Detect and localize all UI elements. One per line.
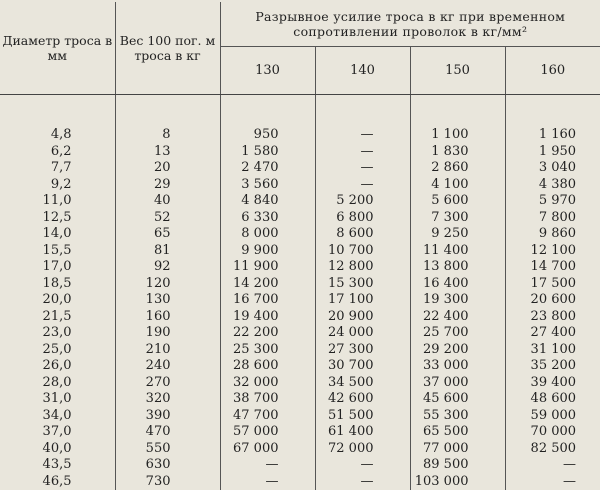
table-row	[0, 292, 600, 309]
table-body	[0, 95, 600, 490]
table-row	[0, 342, 600, 359]
weight-cell: 8	[115, 127, 220, 144]
weight-cell: 470	[115, 424, 220, 441]
force-150-cell: 37 000	[410, 375, 505, 392]
table-row	[0, 210, 600, 227]
table-row	[0, 177, 600, 194]
force-150-cell: 22 400	[410, 309, 505, 326]
diameter-cell: 17,0	[0, 259, 115, 276]
diameter-cell: 14,0	[0, 226, 115, 243]
force-150-cell: 11 400	[410, 243, 505, 260]
force-160-cell: 31 100	[505, 342, 600, 359]
diameter-cell: 25,0	[0, 342, 115, 359]
force-160-cell: 4 380	[505, 177, 600, 194]
force-130-cell: 6 330	[220, 210, 315, 227]
diameter-cell: 6,2	[0, 144, 115, 161]
strength-header-150: 150	[410, 47, 505, 95]
weight-cell: 210	[115, 342, 220, 359]
force-140-cell: —	[315, 160, 410, 177]
force-150-cell: 29 200	[410, 342, 505, 359]
force-130-cell: 38 700	[220, 391, 315, 408]
diameter-cell: 40,0	[0, 441, 115, 458]
weight-cell: 13	[115, 144, 220, 161]
rope-breaking-force-table	[0, 2, 600, 490]
diameter-header: Диаметр троса в мм	[0, 2, 115, 95]
force-160-cell: 17 500	[505, 276, 600, 293]
force-140-cell: 34 500	[315, 375, 410, 392]
breaking-force-header: Разрывное усилие троса в кг при временном сопротивлении проволок в кг/мм²	[220, 2, 600, 47]
table-row	[0, 457, 600, 474]
force-160-cell: 59 000	[505, 408, 600, 425]
force-130-cell: 19 400	[220, 309, 315, 326]
force-160-cell: 27 400	[505, 325, 600, 342]
force-160-cell: 1 950	[505, 144, 600, 161]
weight-cell: 730	[115, 474, 220, 490]
diameter-cell: 28,0	[0, 375, 115, 392]
weight-cell: 190	[115, 325, 220, 342]
table-row	[0, 424, 600, 441]
force-130-cell: 47 700	[220, 408, 315, 425]
force-130-cell: 25 300	[220, 342, 315, 359]
force-130-cell: 57 000	[220, 424, 315, 441]
diameter-cell: 9,2	[0, 177, 115, 194]
force-130-cell: 3 560	[220, 177, 315, 194]
force-160-cell: 35 200	[505, 358, 600, 375]
force-150-cell: 89 500	[410, 457, 505, 474]
force-130-cell: 4 840	[220, 193, 315, 210]
strength-header-130: 130	[220, 47, 315, 95]
force-140-cell: 12 800	[315, 259, 410, 276]
force-150-cell: 33 000	[410, 358, 505, 375]
force-140-cell: 72 000	[315, 441, 410, 458]
force-150-cell: 5 600	[410, 193, 505, 210]
force-130-cell: —	[220, 457, 315, 474]
force-130-cell: 2 470	[220, 160, 315, 177]
force-150-cell: 16 400	[410, 276, 505, 293]
diameter-cell: 34,0	[0, 408, 115, 425]
force-160-cell: 14 700	[505, 259, 600, 276]
weight-cell: 65	[115, 226, 220, 243]
force-140-cell: 61 400	[315, 424, 410, 441]
force-160-cell: 9 860	[505, 226, 600, 243]
force-140-cell: —	[315, 144, 410, 161]
force-160-cell: 48 600	[505, 391, 600, 408]
force-140-cell: 20 900	[315, 309, 410, 326]
force-160-cell: 39 400	[505, 375, 600, 392]
force-140-cell: 51 500	[315, 408, 410, 425]
force-160-cell: —	[505, 457, 600, 474]
weight-cell: 320	[115, 391, 220, 408]
weight-cell: 29	[115, 177, 220, 194]
table-row	[0, 160, 600, 177]
force-130-cell: 9 900	[220, 243, 315, 260]
table-row	[0, 408, 600, 425]
force-140-cell: —	[315, 127, 410, 144]
table-row	[0, 375, 600, 392]
force-130-cell: 14 200	[220, 276, 315, 293]
table-row	[0, 391, 600, 408]
diameter-cell: 20,0	[0, 292, 115, 309]
diameter-cell: 37,0	[0, 424, 115, 441]
weight-cell: 270	[115, 375, 220, 392]
table-row	[0, 358, 600, 375]
force-150-cell: 13 800	[410, 259, 505, 276]
force-140-cell: 15 300	[315, 276, 410, 293]
force-140-cell: —	[315, 177, 410, 194]
force-140-cell: 5 200	[315, 193, 410, 210]
table-row	[0, 309, 600, 326]
weight-cell: 160	[115, 309, 220, 326]
diameter-cell: 7,7	[0, 160, 115, 177]
diameter-cell: 12,5	[0, 210, 115, 227]
force-130-cell: 950	[220, 127, 315, 144]
force-150-cell: 19 300	[410, 292, 505, 309]
strength-header-160: 160	[505, 47, 600, 95]
force-150-cell: 2 860	[410, 160, 505, 177]
force-140-cell: 17 100	[315, 292, 410, 309]
force-150-cell: 7 300	[410, 210, 505, 227]
force-150-cell: 1 830	[410, 144, 505, 161]
table-row	[0, 243, 600, 260]
weight-cell: 630	[115, 457, 220, 474]
force-130-cell: 32 000	[220, 375, 315, 392]
force-130-cell: 22 200	[220, 325, 315, 342]
force-160-cell: 3 040	[505, 160, 600, 177]
force-150-cell: 45 600	[410, 391, 505, 408]
weight-cell: 390	[115, 408, 220, 425]
force-150-cell: 103 000	[410, 474, 505, 490]
force-160-cell: 82 500	[505, 441, 600, 458]
force-160-cell: 7 800	[505, 210, 600, 227]
weight-cell: 240	[115, 358, 220, 375]
force-140-cell: 27 300	[315, 342, 410, 359]
table-row	[0, 474, 600, 490]
weight-cell: 130	[115, 292, 220, 309]
weight-cell: 40	[115, 193, 220, 210]
diameter-cell: 4,8	[0, 127, 115, 144]
force-160-cell: 1 160	[505, 127, 600, 144]
weight-header: Вес 100 пог. м троса в кг	[115, 2, 220, 95]
table-row	[0, 259, 600, 276]
force-160-cell: —	[505, 474, 600, 490]
force-130-cell: 28 600	[220, 358, 315, 375]
diameter-cell: 43,5	[0, 457, 115, 474]
weight-cell: 20	[115, 160, 220, 177]
force-140-cell: 8 600	[315, 226, 410, 243]
force-160-cell: 70 000	[505, 424, 600, 441]
force-150-cell: 1 100	[410, 127, 505, 144]
force-160-cell: 20 600	[505, 292, 600, 309]
force-140-cell: 42 600	[315, 391, 410, 408]
diameter-cell: 11,0	[0, 193, 115, 210]
force-150-cell: 55 300	[410, 408, 505, 425]
strength-header-140: 140	[315, 47, 410, 95]
weight-cell: 92	[115, 259, 220, 276]
diameter-cell: 18,5	[0, 276, 115, 293]
weight-cell: 550	[115, 441, 220, 458]
force-160-cell: 23 800	[505, 309, 600, 326]
weight-cell: 81	[115, 243, 220, 260]
force-140-cell: 6 800	[315, 210, 410, 227]
table-row	[0, 441, 600, 458]
force-150-cell: 4 100	[410, 177, 505, 194]
diameter-cell: 15,5	[0, 243, 115, 260]
table-row	[0, 127, 600, 144]
force-160-cell: 12 100	[505, 243, 600, 260]
diameter-cell: 21,5	[0, 309, 115, 326]
diameter-cell: 46,5	[0, 474, 115, 490]
force-140-cell: —	[315, 457, 410, 474]
spacer-row	[0, 95, 600, 128]
force-150-cell: 65 500	[410, 424, 505, 441]
force-130-cell: 1 580	[220, 144, 315, 161]
force-130-cell: 11 900	[220, 259, 315, 276]
force-130-cell: —	[220, 474, 315, 490]
force-140-cell: —	[315, 474, 410, 490]
table-row	[0, 226, 600, 243]
table-row	[0, 193, 600, 210]
force-160-cell: 5 970	[505, 193, 600, 210]
diameter-cell: 23,0	[0, 325, 115, 342]
force-140-cell: 24 000	[315, 325, 410, 342]
diameter-cell: 31,0	[0, 391, 115, 408]
table-row	[0, 276, 600, 293]
force-150-cell: 9 250	[410, 226, 505, 243]
force-140-cell: 30 700	[315, 358, 410, 375]
force-150-cell: 77 000	[410, 441, 505, 458]
table-row	[0, 325, 600, 342]
force-130-cell: 67 000	[220, 441, 315, 458]
weight-cell: 52	[115, 210, 220, 227]
table-row	[0, 144, 600, 161]
force-130-cell: 16 700	[220, 292, 315, 309]
force-150-cell: 25 700	[410, 325, 505, 342]
force-140-cell: 10 700	[315, 243, 410, 260]
force-130-cell: 8 000	[220, 226, 315, 243]
weight-cell: 120	[115, 276, 220, 293]
diameter-cell: 26,0	[0, 358, 115, 375]
